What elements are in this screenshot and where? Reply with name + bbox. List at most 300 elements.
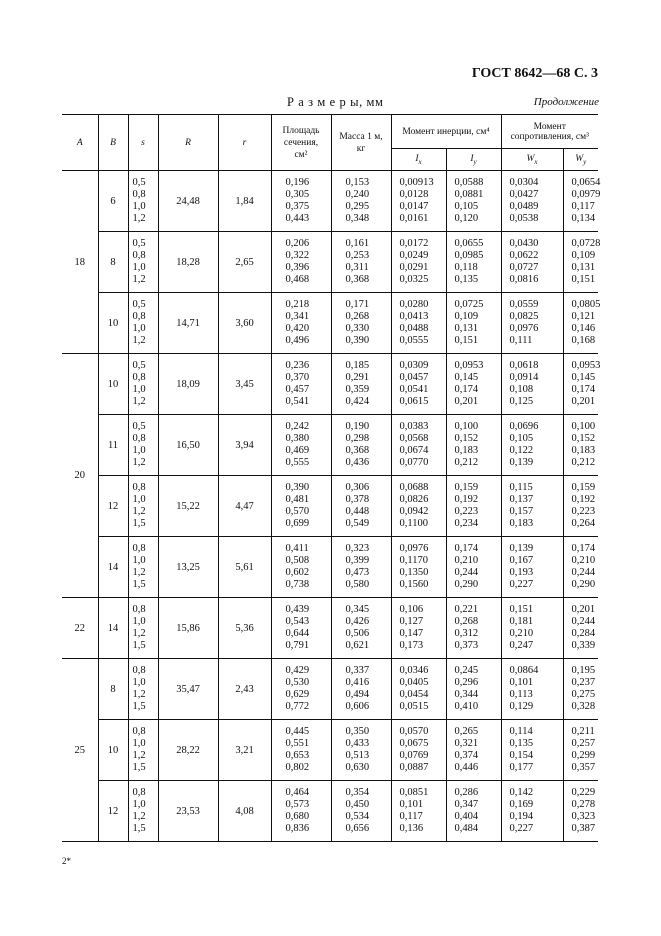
cell-Ix-value: 0,1170 [399, 555, 428, 566]
cell-s [128, 171, 158, 232]
cell-Ix-value: 0,136 [399, 823, 424, 834]
cell-Iy-value: 0,373 [454, 640, 479, 651]
cell-Iy-value: 0,201 [454, 396, 479, 407]
cell-mass-value: 0,190 [345, 421, 370, 432]
cell-Wx-value: 0,183 [509, 518, 534, 529]
cell-Iy [446, 232, 501, 293]
cell-Wx-value: 0,0618 [509, 360, 539, 371]
cell-area-value: 0,218 [285, 299, 310, 310]
cell-Wx-value: 0,0727 [509, 262, 539, 273]
cell-Iy-value: 0,245 [454, 665, 479, 676]
cell-Wx [501, 720, 563, 781]
cell-Iy-value: 0,120 [454, 213, 479, 224]
cell-r: 3,45 [218, 354, 271, 415]
cell-area-value: 0,443 [285, 213, 310, 224]
cell-Ix-value: 0,0688 [399, 482, 429, 493]
cell-Iy [446, 415, 501, 476]
cell-Ix-value: 0,117 [399, 811, 423, 822]
cell-Iy-value: 0,212 [454, 457, 479, 468]
cell-B: 8 [98, 659, 128, 720]
cell-A: 22 [62, 598, 98, 659]
cell-Ix-value: 0,0615 [399, 396, 429, 407]
cell-Wx-value: 0,122 [509, 445, 534, 456]
cell-s-value: 1,2 [132, 750, 146, 761]
cell-Iy [446, 781, 501, 842]
cell-Wy-value: 0,264 [571, 518, 596, 529]
cell-Ix [391, 232, 446, 293]
cell-B: 12 [98, 476, 128, 537]
cell-Ix-value: 0,0413 [399, 311, 429, 322]
cell-Ix-value: 0,0851 [399, 787, 429, 798]
cell-Iy-value: 0,131 [454, 323, 479, 334]
cell-Iy-value: 0,135 [454, 274, 479, 285]
cell-mass-value: 0,185 [345, 360, 370, 371]
cell-mass-value: 0,311 [345, 262, 369, 273]
cell-Wy-value: 0,134 [571, 213, 596, 224]
cell-r: 4,47 [218, 476, 271, 537]
cell-Wy-value: 0,146 [571, 323, 596, 334]
cell-area-value: 0,429 [285, 665, 310, 676]
cell-s-value: 0,8 [132, 372, 146, 383]
cell-Iy-value: 0,312 [454, 628, 479, 639]
cell-s-value: 1,0 [132, 323, 146, 334]
cell-s-value: 0,5 [132, 177, 146, 188]
cell-Iy-value: 0,145 [454, 372, 479, 383]
cell-Ix-value: 0,0405 [399, 677, 429, 688]
page-header: ГОСТ 8642—68 С. 3 [471, 66, 598, 81]
cell-Wy-value: 0,244 [571, 616, 596, 627]
cell-r: 3,21 [218, 720, 271, 781]
cell-Wx-value: 0,0864 [509, 665, 539, 676]
cell-Wx-value: 0,0430 [509, 238, 539, 249]
cell-s-value: 1,5 [132, 518, 146, 529]
cell-area [271, 781, 331, 842]
cell-r: 1,84 [218, 171, 271, 232]
cell-Wy-value: 0,210 [571, 555, 596, 566]
cell-Ix-value: 0,0568 [399, 433, 429, 444]
cell-Wy [563, 720, 598, 781]
cell-Wy [563, 293, 601, 354]
cell-mass-value: 0,424 [345, 396, 370, 407]
cell-Ix [391, 354, 446, 415]
cell-Wy-value: 0,100 [571, 421, 596, 432]
cell-s-value: 0,8 [132, 726, 146, 737]
cell-Wy [563, 598, 598, 659]
cell-mass [331, 354, 391, 415]
cell-mass-value: 0,506 [345, 628, 370, 639]
cell-Wy-value: 0,121 [571, 311, 596, 322]
cell-Ix-value: 0,1350 [399, 567, 429, 578]
cell-s-value: 0,8 [132, 787, 146, 798]
cell-s-value: 0,5 [132, 238, 146, 249]
cell-Iy [446, 476, 501, 537]
cell-Wy-value: 0,174 [571, 543, 596, 554]
cell-Ix-value: 0,0346 [399, 665, 429, 676]
cell-s-value: 1,2 [132, 567, 146, 578]
cell-Iy-value: 0,174 [454, 543, 479, 554]
cell-Wx [501, 781, 563, 842]
cell-Wy-value: 0,168 [571, 335, 596, 346]
cell-s-value: 1,5 [132, 579, 146, 590]
cell-area-value: 0,541 [285, 396, 310, 407]
cell-s-value: 1,0 [132, 445, 146, 456]
cell-Iy-value: 0,0881 [454, 189, 484, 200]
cell-Ix [391, 476, 446, 537]
cell-Wy-value: 0,201 [571, 604, 596, 615]
cell-Wx-value: 0,142 [509, 787, 534, 798]
cell-s-value: 1,0 [132, 384, 146, 395]
cell-B: 14 [98, 598, 128, 659]
header-mass-line1: Масса 1 м, [339, 131, 383, 142]
cell-mass-value: 0,606 [345, 701, 370, 712]
cell-s-value: 1,0 [132, 799, 146, 810]
cell-s-value: 1,2 [132, 335, 146, 346]
cell-Wx-value: 0,113 [509, 689, 533, 700]
cell-Ix-value: 0,0454 [399, 689, 429, 700]
cell-Wx-value: 0,139 [509, 457, 534, 468]
cell-area-value: 0,420 [285, 323, 310, 334]
cell-mass-value: 0,298 [345, 433, 370, 444]
cell-s-value: 1,2 [132, 506, 146, 517]
cell-mass-value: 0,416 [345, 677, 370, 688]
cell-area [271, 476, 331, 537]
cell-mass-value: 0,630 [345, 762, 370, 773]
cell-Ix [391, 537, 446, 598]
cell-Wy-value: 0,131 [571, 262, 596, 273]
cell-A: 18 [62, 171, 98, 354]
cell-Wy-value: 0,229 [571, 787, 596, 798]
cell-Ix-value: 0,0887 [399, 762, 429, 773]
cell-area-value: 0,411 [285, 543, 309, 554]
cell-area-value: 0,481 [285, 494, 310, 505]
cell-mass-value: 0,378 [345, 494, 370, 505]
cell-mass-value: 0,354 [345, 787, 370, 798]
cell-mass-value: 0,494 [345, 689, 370, 700]
header-inertia: Момент инерции, см⁴ [391, 115, 501, 149]
cell-B: 14 [98, 537, 128, 598]
cell-Ix-value: 0,1100 [399, 518, 428, 529]
cell-Wx-value: 0,167 [509, 555, 534, 566]
cell-s-value: 1,2 [132, 274, 146, 285]
cell-s [128, 598, 158, 659]
cell-Wx-value: 0,210 [509, 628, 534, 639]
cell-Wx-value: 0,139 [509, 543, 534, 554]
cell-area-value: 0,370 [285, 372, 310, 383]
cell-Wx [501, 659, 563, 720]
header-area-line2: сечения, [283, 137, 319, 148]
cell-Wy-value: 0,192 [571, 494, 596, 505]
cell-Wy-value: 0,174 [571, 384, 596, 395]
cell-Wy-value: 0,290 [571, 579, 596, 590]
cell-Iy-value: 0,152 [454, 433, 479, 444]
cell-area-value: 0,380 [285, 433, 310, 444]
cell-s-value: 0,5 [132, 299, 146, 310]
cell-Wx-value: 0,111 [509, 335, 533, 346]
cell-s-value: 1,5 [132, 762, 146, 773]
cell-area-value: 0,573 [285, 799, 310, 810]
cell-area-value: 0,570 [285, 506, 310, 517]
cell-Ix-value: 0,0128 [399, 189, 429, 200]
cell-Wx-value: 0,177 [509, 762, 534, 773]
cell-area-value: 0,602 [285, 567, 310, 578]
cell-Wx-value: 0,0825 [509, 311, 539, 322]
cell-Iy [446, 537, 501, 598]
cell-Wy [563, 476, 598, 537]
header-mass [331, 115, 391, 171]
cell-Wy-value: 0,159 [571, 482, 596, 493]
header-A: A [62, 115, 98, 171]
cell-Iy-value: 0,223 [454, 506, 479, 517]
cell-Wy-value: 0,212 [571, 457, 596, 468]
cell-Wy-value: 0,211 [571, 726, 595, 737]
cell-mass-value: 0,368 [345, 274, 370, 285]
cell-mass [331, 720, 391, 781]
cell-area [271, 354, 331, 415]
cell-R: 15,22 [158, 476, 218, 537]
cell-area-value: 0,206 [285, 238, 310, 249]
cell-Iy-value: 0,484 [454, 823, 479, 834]
cell-mass-value: 0,390 [345, 335, 370, 346]
cell-area-value: 0,699 [285, 518, 310, 529]
cell-area-value: 0,772 [285, 701, 310, 712]
cell-area [271, 537, 331, 598]
cell-Wy-value: 0,183 [571, 445, 596, 456]
cell-s [128, 659, 158, 720]
cell-area-value: 0,836 [285, 823, 310, 834]
cell-Iy [446, 720, 501, 781]
cell-Ix-value: 0,0942 [399, 506, 429, 517]
cell-Wx-value: 0,181 [509, 616, 534, 627]
table-row [62, 537, 598, 598]
cell-s [128, 476, 158, 537]
cell-Wy-value: 0,257 [571, 738, 596, 749]
cell-Wx [501, 293, 563, 354]
cell-s-value: 1,0 [132, 494, 146, 505]
cell-s-value: 1,0 [132, 616, 146, 627]
cell-Wx-value: 0,101 [509, 677, 534, 688]
cell-s-value: 1,0 [132, 677, 146, 688]
cell-mass-value: 0,323 [345, 543, 370, 554]
cell-s [128, 537, 158, 598]
cell-area-value: 0,543 [285, 616, 310, 627]
cell-Wx-value: 0,0976 [509, 323, 539, 334]
cell-area-value: 0,322 [285, 250, 310, 261]
cell-R: 14,71 [158, 293, 218, 354]
cell-mass-value: 0,580 [345, 579, 370, 590]
cell-B: 10 [98, 293, 128, 354]
cell-s [128, 293, 158, 354]
cell-area-value: 0,508 [285, 555, 310, 566]
header-area-line3: см² [294, 149, 308, 160]
cell-Wx-value: 0,125 [509, 396, 534, 407]
cell-Ix-value: 0,1560 [399, 579, 429, 590]
cell-mass-value: 0,448 [345, 506, 370, 517]
table-caption: Р а з м е р ы, мм [287, 95, 384, 109]
cell-Ix-value: 0,0309 [399, 360, 429, 371]
cell-area-value: 0,629 [285, 689, 310, 700]
cell-Ix-value: 0,0674 [399, 445, 429, 456]
cell-Wy-value: 0,244 [571, 567, 596, 578]
cell-Ix [391, 598, 446, 659]
cell-Iy-value: 0,105 [454, 201, 479, 212]
cell-Wy-value: 0,223 [571, 506, 596, 517]
cell-Ix [391, 293, 446, 354]
cell-Ix-value: 0,0515 [399, 701, 429, 712]
cell-s [128, 415, 158, 476]
cell-Wy-value: 0,201 [571, 396, 596, 407]
cell-area [271, 171, 331, 232]
cell-mass [331, 293, 391, 354]
dimensions-table [62, 114, 601, 842]
cell-s-value: 1,5 [132, 640, 146, 651]
cell-Ix-value: 0,0457 [399, 372, 429, 383]
cell-Iy-value: 0,0953 [454, 360, 484, 371]
cell-Iy-value: 0,290 [454, 579, 479, 590]
cell-R: 15,86 [158, 598, 218, 659]
header-resistance: Момент сопротивления, см³ [501, 115, 598, 149]
cell-mass-value: 0,436 [345, 457, 370, 468]
cell-mass [331, 171, 391, 232]
cell-area-value: 0,802 [285, 762, 310, 773]
cell-Ix-value: 0,127 [399, 616, 424, 627]
cell-Wx-value: 0,108 [509, 384, 534, 395]
header-s: s [128, 115, 158, 171]
cell-Ix-value: 0,147 [399, 628, 424, 639]
cell-Ix-value: 0,0570 [399, 726, 429, 737]
header-Wy: $W_y$ [563, 149, 598, 171]
cell-Iy-value: 0,183 [454, 445, 479, 456]
cell-Wy-value: 0,0654 [571, 177, 601, 188]
cell-area-value: 0,555 [285, 457, 310, 468]
cell-Wx-value: 0,0914 [509, 372, 539, 383]
cell-mass-value: 0,337 [345, 665, 370, 676]
cell-Iy-value: 0,151 [454, 335, 479, 346]
cell-Ix-value: 0,173 [399, 640, 424, 651]
cell-area-value: 0,236 [285, 360, 310, 371]
cell-Ix-value: 0,0383 [399, 421, 429, 432]
cell-Iy-value: 0,268 [454, 616, 479, 627]
cell-Wx-value: 0,137 [509, 494, 534, 505]
cell-mass-value: 0,161 [345, 238, 370, 249]
cell-s [128, 720, 158, 781]
cell-Iy-value: 0,118 [454, 262, 478, 273]
cell-mass [331, 232, 391, 293]
cell-Wy-value: 0,109 [571, 250, 596, 261]
cell-Iy-value: 0,347 [454, 799, 479, 810]
cell-area-value: 0,439 [285, 604, 310, 615]
cell-Wx-value: 0,154 [509, 750, 534, 761]
cell-B: 10 [98, 720, 128, 781]
cell-Ix-value: 0,0280 [399, 299, 429, 310]
cell-s-value: 1,2 [132, 689, 146, 700]
cell-Wy [563, 171, 601, 232]
cell-area [271, 232, 331, 293]
cell-s-value: 1,0 [132, 201, 146, 212]
cell-Iy-value: 0,265 [454, 726, 479, 737]
cell-area-value: 0,680 [285, 811, 310, 822]
cell-Wx [501, 232, 563, 293]
cell-mass-value: 0,291 [345, 372, 370, 383]
cell-mass-value: 0,399 [345, 555, 370, 566]
cell-Iy-value: 0,244 [454, 567, 479, 578]
cell-Iy-value: 0,210 [454, 555, 479, 566]
cell-Wx-value: 0,0538 [509, 213, 539, 224]
cell-area-value: 0,375 [285, 201, 310, 212]
cell-Iy-value: 0,286 [454, 787, 479, 798]
cell-area-value: 0,196 [285, 177, 310, 188]
cell-Wy-value: 0,284 [571, 628, 596, 639]
cell-area-value: 0,464 [285, 787, 310, 798]
cell-mass-value: 0,513 [345, 750, 370, 761]
cell-Iy-value: 0,0655 [454, 238, 484, 249]
cell-s-value: 1,5 [132, 823, 146, 834]
cell-R: 23,53 [158, 781, 218, 842]
cell-Wy-value: 0,323 [571, 811, 596, 822]
cell-Wy-value: 0,0979 [571, 189, 601, 200]
cell-s-value: 0,8 [132, 482, 146, 493]
cell-area-value: 0,644 [285, 628, 310, 639]
table-row [62, 415, 598, 476]
cell-R: 18,09 [158, 354, 218, 415]
cell-mass-value: 0,345 [345, 604, 370, 615]
cell-Wy-value: 0,278 [571, 799, 596, 810]
cell-mass-value: 0,433 [345, 738, 370, 749]
cell-mass-value: 0,253 [345, 250, 370, 261]
cell-area-value: 0,530 [285, 677, 310, 688]
cell-Iy-value: 0,404 [454, 811, 479, 822]
cell-R: 24,48 [158, 171, 218, 232]
cell-Wy-value: 0,0805 [571, 299, 601, 310]
cell-mass [331, 659, 391, 720]
table-row [62, 293, 598, 354]
cell-Wy [563, 232, 601, 293]
cell-R: 35,47 [158, 659, 218, 720]
cell-Wy [563, 537, 598, 598]
cell-Ix-value: 0,0488 [399, 323, 429, 334]
cell-Wx [501, 354, 563, 415]
cell-Wx-value: 0,169 [509, 799, 534, 810]
cell-Iy-value: 0,296 [454, 677, 479, 688]
cell-Ix-value: 0,00913 [399, 177, 434, 188]
cell-B: 10 [98, 354, 128, 415]
cell-s-value: 1,2 [132, 628, 146, 639]
cell-mass-value: 0,450 [345, 799, 370, 810]
cell-B: 11 [98, 415, 128, 476]
cell-Wx-value: 0,227 [509, 823, 534, 834]
table-body [62, 171, 601, 842]
cell-Iy [446, 354, 501, 415]
cell-Ix-value: 0,0147 [399, 201, 429, 212]
cell-Wy-value: 0,0953 [571, 360, 601, 371]
cell-Wx-value: 0,0489 [509, 201, 539, 212]
cell-mass-value: 0,350 [345, 726, 370, 737]
cell-mass [331, 781, 391, 842]
cell-Wx-value: 0,0304 [509, 177, 539, 188]
cell-area-value: 0,469 [285, 445, 310, 456]
cell-Ix-value: 0,106 [399, 604, 424, 615]
cell-B: 12 [98, 781, 128, 842]
cell-mass [331, 537, 391, 598]
table-row [62, 720, 598, 781]
cell-B: 6 [98, 171, 128, 232]
cell-Wx [501, 171, 563, 232]
cell-R: 16,50 [158, 415, 218, 476]
cell-Iy-value: 0,344 [454, 689, 479, 700]
cell-mass-value: 0,426 [345, 616, 370, 627]
header-r: r [218, 115, 271, 171]
cell-s-value: 1,0 [132, 738, 146, 749]
cell-Wy-value: 0,145 [571, 372, 596, 383]
